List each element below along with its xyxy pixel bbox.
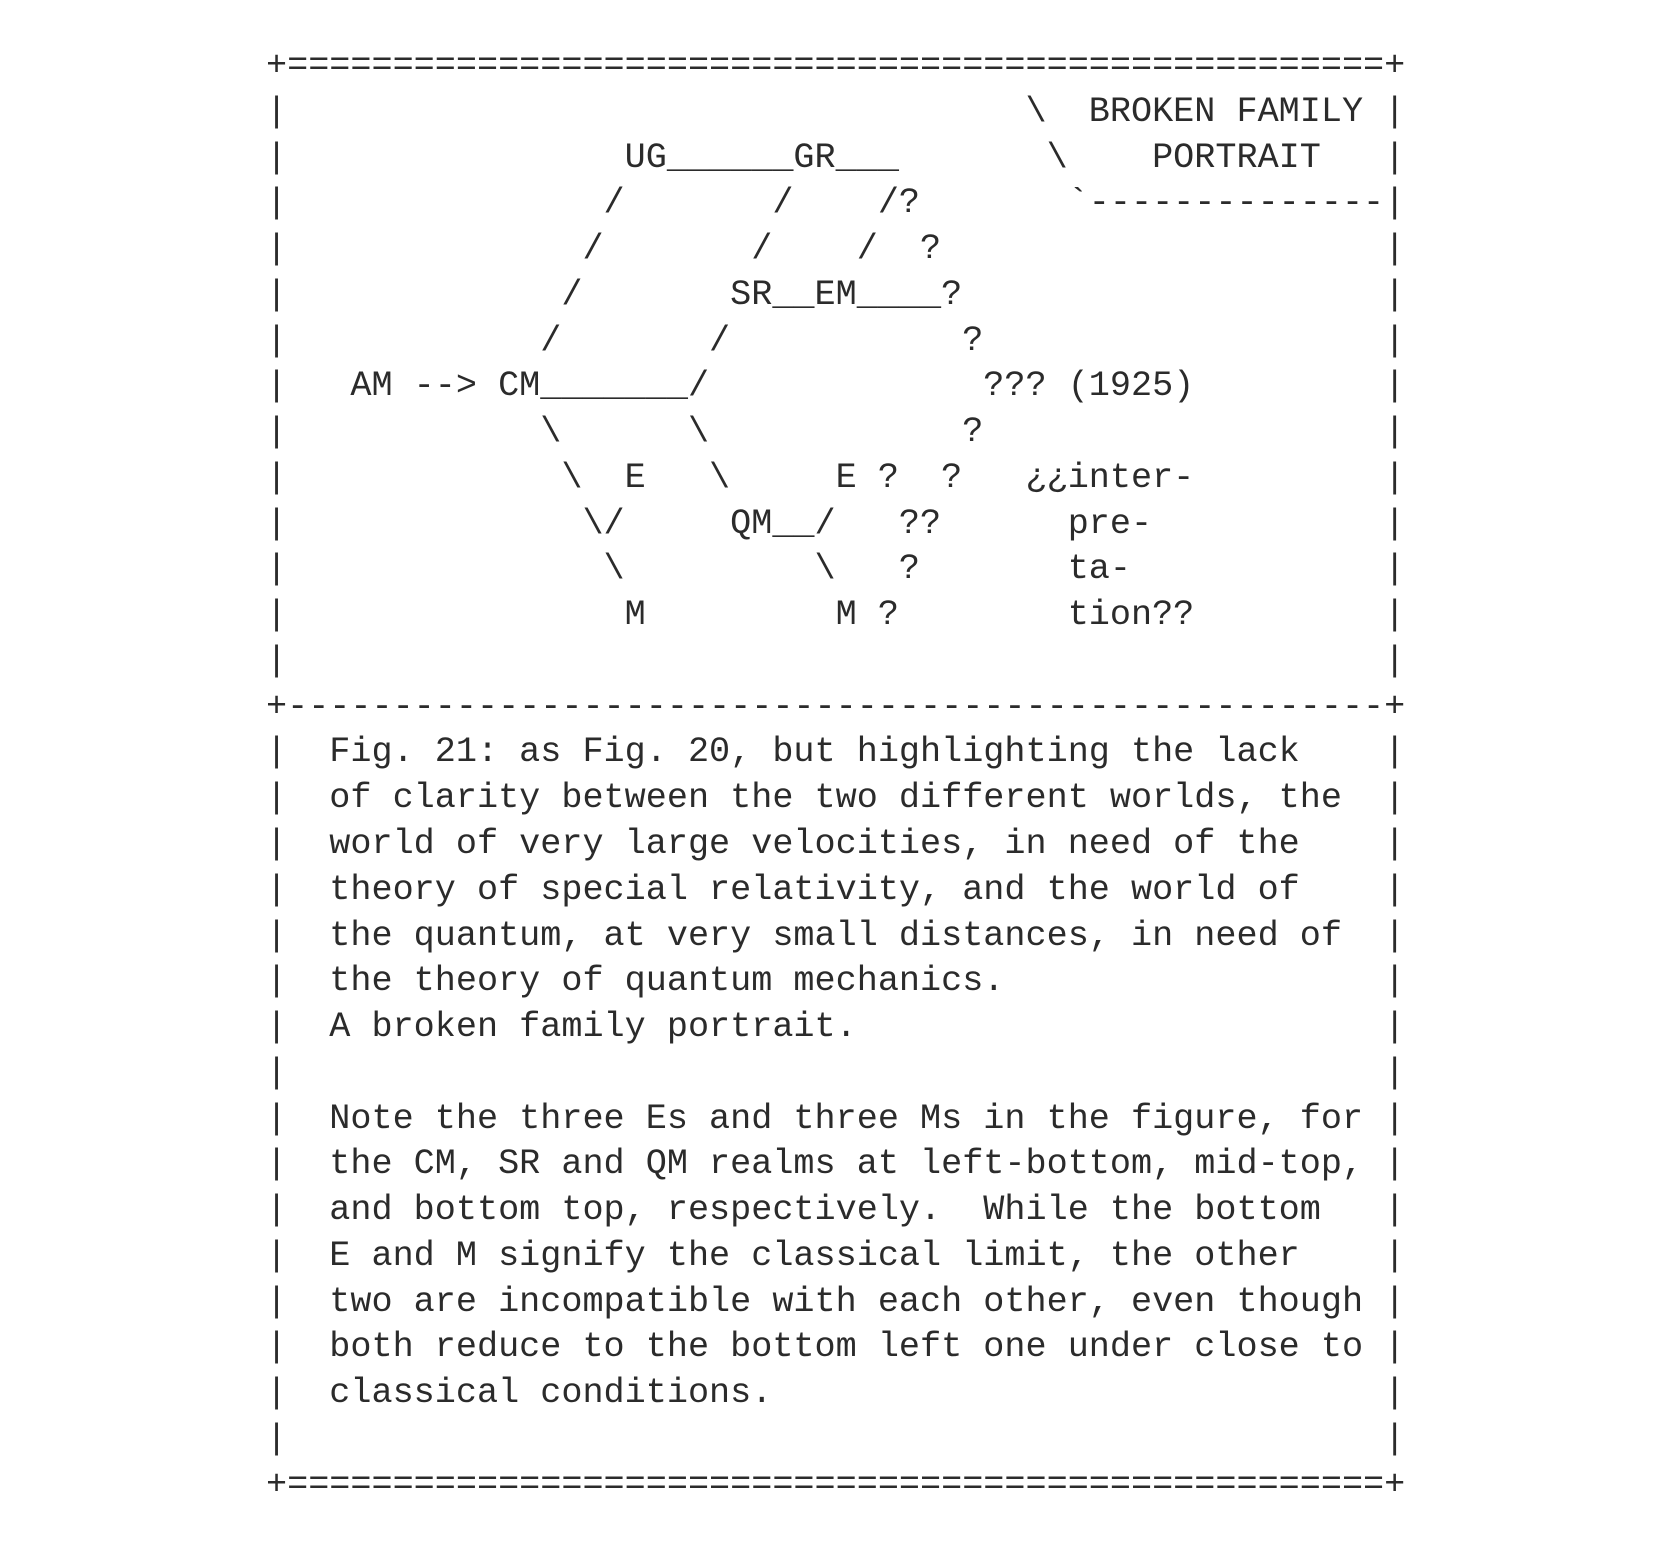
diagram-line: | \ \ ? ta- | — [266, 549, 1406, 590]
border-top: +====================================================+ — [266, 46, 1406, 86]
caption-line: | two are incompatible with each other, even though | — [266, 1281, 1406, 1322]
diagram-line: | \ \ ? | — [266, 412, 1406, 453]
caption-line: | classical conditions. | — [266, 1373, 1406, 1414]
diagram-line: | / / ? | — [266, 320, 1406, 361]
caption-line: | E and M signify the classical limit, the other | — [266, 1235, 1406, 1276]
border-bottom: +====================================================+ — [266, 1464, 1406, 1505]
caption-line: | theory of special relativity, and the world of | — [266, 869, 1406, 910]
caption-line-blank: | | — [266, 1418, 1406, 1459]
caption-line: | world of very large velocities, in need of the | — [266, 824, 1406, 865]
ascii-figure — [266, 44, 1405, 1509]
caption-line-blank: | | — [266, 1052, 1406, 1093]
caption-line: | both reduce to the bottom left one under close to | — [266, 1327, 1406, 1368]
caption-line: | the quantum, at very small distances, in need of | — [266, 915, 1406, 956]
caption-line: | Fig. 21: as Fig. 20, but highlighting the lack | — [266, 732, 1406, 773]
diagram-line-title: | \ BROKEN FAMILY | — [266, 91, 1406, 132]
separator: +----------------------------------------------------+ — [266, 686, 1406, 727]
caption-line: | of clarity between the two different worlds, the | — [266, 778, 1406, 819]
diagram-line: | / / /? `--------------| — [266, 183, 1406, 224]
caption-line: | the theory of quantum mechanics. | — [266, 961, 1406, 1002]
diagram-line: | / / / ? | — [266, 229, 1406, 270]
caption-line: | and bottom top, respectively. While the bottom | — [266, 1190, 1406, 1231]
diagram-line-blank: | | — [266, 640, 1406, 681]
diagram-line-am-cm: | AM --> CM_______/ ??? (1925) | — [266, 366, 1406, 407]
diagram-line-sr-em: | / SR__EM____? | — [266, 274, 1406, 315]
caption-line: | A broken family portrait. | — [266, 1007, 1406, 1048]
diagram-line-ug-gr: | UG______GR___ \ PORTRAIT | — [266, 137, 1406, 178]
diagram-line-qm: | \/ QM__/ ?? pre- | — [266, 503, 1406, 544]
diagram-line-e: | \ E \ E ? ? ¿¿inter- | — [266, 457, 1406, 498]
diagram-line-m: | M M ? tion?? | — [266, 595, 1406, 636]
caption-line: | Note the three Es and three Ms in the figure, for | — [266, 1098, 1406, 1139]
caption-line: | the CM, SR and QM realms at left-bottom, mid-top, | — [266, 1144, 1406, 1185]
